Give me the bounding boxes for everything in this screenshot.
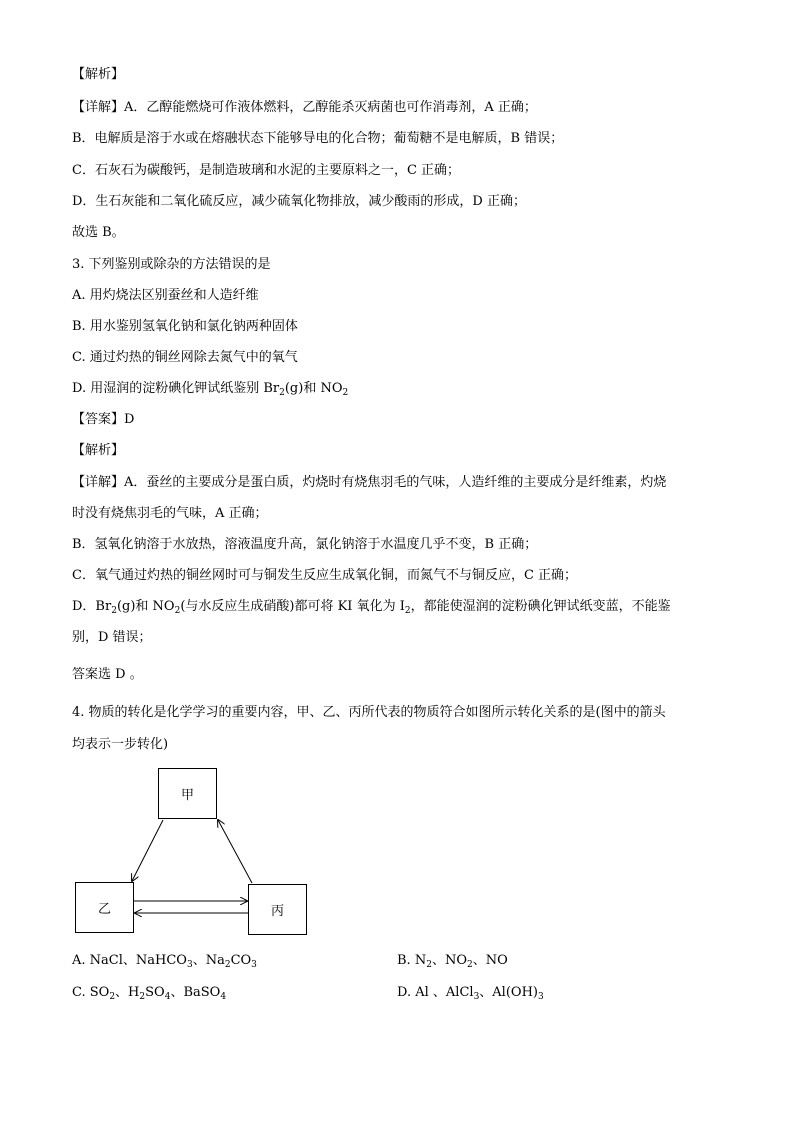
conclusion-q2: 故选 B。 <box>72 225 125 240</box>
subscript: 2 <box>224 960 231 970</box>
question3-stem: 3. 下列鉴别或除杂的方法错误的是 <box>72 257 271 272</box>
subscript: 2 <box>139 992 146 1002</box>
detail-text: A．乙醇能燃烧可作液体燃料，乙醇能杀灭病菌也可作消毒剂，A 正确； <box>124 100 537 115</box>
subscript: 3 <box>473 992 480 1002</box>
answer-value: D <box>124 412 135 427</box>
t: 、BaSO <box>170 985 221 1000</box>
question3-option-b: B. 用水鉴别氢氧化钠和氯化钠两种固体 <box>72 319 298 334</box>
t: 、Na <box>192 953 225 968</box>
t: (g)和 NO <box>116 599 175 614</box>
subscript: 3 <box>251 960 257 970</box>
subscript: 2 <box>174 606 181 616</box>
question3-option-c: C. 通过灼热的铜丝网除去氮气中的氧气 <box>72 350 298 365</box>
question4-option-d <box>397 984 544 1002</box>
t: ，都能使湿润的淀粉碘化钾试纸变蓝，不能鉴 <box>410 599 671 614</box>
box-jia <box>158 768 217 819</box>
detail-label: 【详解】 <box>72 100 125 115</box>
arrow-right-to-top <box>218 820 252 883</box>
opt-text: D. 用湿润的淀粉碘化钾试纸鉴别 Br <box>72 381 280 396</box>
answer-label: 【答案】 <box>72 412 125 427</box>
t: CO <box>230 953 252 968</box>
box-label: 甲 <box>180 788 194 803</box>
t: D．Br <box>72 599 112 614</box>
t: 、H <box>115 985 140 1000</box>
question4-option-a <box>72 952 257 970</box>
t: A. NaCl、NaHCO <box>72 953 187 968</box>
subscript: 2 <box>111 606 117 616</box>
box-yi <box>75 882 134 933</box>
subscript: 2 <box>279 388 285 398</box>
subscript: 4 <box>164 992 171 1002</box>
detail-line-b: B．电解质是溶于水或在熔融状态下能够导电的化合物；葡萄糖不是电解质，B 错误； <box>72 131 564 146</box>
arrow-top-to-left <box>132 820 163 881</box>
question3-option-a: A. 用灼烧法区别蚕丝和人造纤维 <box>72 288 259 303</box>
t: 、NO <box>472 953 508 968</box>
t: B. N <box>397 953 427 968</box>
question4-stem-line2: 均表示一步转化) <box>72 737 169 752</box>
box-label: 丙 <box>270 904 284 919</box>
box-label: 乙 <box>97 902 111 917</box>
subscript: 4 <box>220 992 227 1002</box>
t: (与水反应生成硝酸)都可将 KI 氧化为 I <box>180 599 405 614</box>
t: D. Al 、AlCl <box>397 985 474 1000</box>
analysis-label-q3: 【解析】 <box>72 443 125 458</box>
q3-detail-d2: 别，D 错误； <box>72 630 152 645</box>
t: SO <box>145 985 165 1000</box>
question4-option-b <box>397 952 508 970</box>
t: 、NO <box>431 953 467 968</box>
t: 、Al(OH) <box>479 985 538 1000</box>
conclusion-q3: 答案选 D 。 <box>72 667 143 682</box>
question4-option-c <box>72 984 226 1002</box>
q3-detail-a2: 时没有烧焦羽毛的气味，A 正确； <box>72 506 268 521</box>
analysis-label-q2: 【解析】 <box>72 67 125 82</box>
subscript: 3 <box>537 992 544 1002</box>
subscript: 2 <box>109 992 116 1002</box>
subscript: 3 <box>186 960 193 970</box>
q3-detail-b: B．氢氧化钠溶于水放热，溶液温度升高，氯化钠溶于水温度几乎不变，B 正确； <box>72 537 538 552</box>
subscript: 2 <box>426 960 432 970</box>
subscript: 2 <box>342 388 349 398</box>
detail-line-d: D．生石灰能和二氧化硫反应，减少硫氧化物排放，减少酸雨的形成，D 正确； <box>72 194 526 209</box>
t: C. SO <box>72 985 110 1000</box>
box-bing <box>248 884 307 935</box>
detail-text: A．蚕丝的主要成分是蛋白质，灼烧时有烧焦羽毛的气味，人造纤维的主要成分是纤维素，灼烧 <box>124 475 667 490</box>
q3-detail-c: C．氧气通过灼热的铜丝网时可与铜发生反应生成氧化铜，而氮气不与铜反应，C 正确； <box>72 568 578 583</box>
question4-stem-line1: 4. 物质的转化是化学学习的重要内容，甲、乙、丙所代表的物质符合如图所示转化关系的是(图中的箭头 <box>72 705 666 720</box>
detail-line-c: C．石灰石为碳酸钙，是制造玻璃和水泥的主要原料之一，C 正确； <box>72 163 461 178</box>
subscript: 2 <box>404 606 411 616</box>
opt-text: (g)和 NO <box>284 381 343 396</box>
subscript: 2 <box>466 960 473 970</box>
detail-label: 【详解】 <box>72 475 125 490</box>
